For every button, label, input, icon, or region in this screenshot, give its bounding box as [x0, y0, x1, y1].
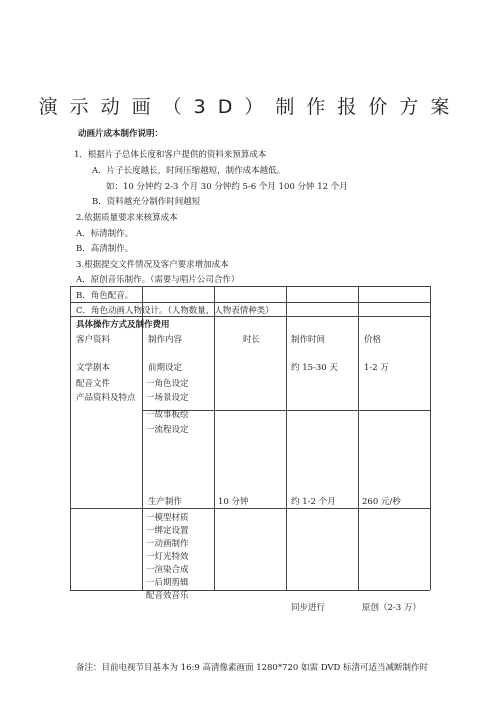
table-cell: 一灯光特效	[146, 552, 189, 562]
table-border	[70, 286, 430, 287]
table-cell: 10 分钟	[218, 497, 249, 507]
page-title: 演示动画（3D）制作报价方案	[38, 96, 462, 118]
table-border	[70, 316, 430, 317]
table-cell: 一后期剪辑	[146, 578, 189, 588]
table-header: 制作时间	[291, 335, 326, 345]
table-cell: 生产制作	[148, 497, 183, 507]
intro-line: A．片子长度越长，时间压缩越短，制作成本越低。	[92, 166, 286, 176]
table-header: 制作内容	[148, 335, 183, 345]
table-cell: 原创（2-3 万）	[362, 603, 421, 613]
table-cell: 一模型材质	[146, 513, 189, 523]
intro-line: 2.依据质量要求来核算成本	[76, 213, 178, 223]
footnote: 备注：目前电视节目基本为 16:9 高清像素画面 1280*720 如需 DVD 标清可适当减断制作时	[76, 663, 429, 673]
table-cell: 产品资料及特点	[76, 393, 136, 403]
table-cell: 配音文件	[76, 379, 111, 389]
table-border	[70, 508, 430, 509]
table-border	[70, 286, 71, 590]
table-header: 价格	[364, 335, 382, 345]
table-header: 时长	[243, 335, 261, 345]
table-cell: 前期设定	[148, 363, 183, 373]
table-cell: 一角色设定	[146, 379, 189, 389]
intro-line: 3.根据提交文件情况及客户要求增加成本	[76, 260, 229, 270]
table-cell: 一流程设定	[146, 425, 189, 435]
table-cell: 一渲染合成	[146, 565, 189, 575]
intro-line: C．角色动画人物设计。（人物数量，人物表情种类）	[76, 306, 274, 316]
table-border	[286, 286, 287, 590]
table-cell: 约 1-2 个月	[291, 497, 336, 507]
intro-line: B．高清制作。	[76, 244, 134, 254]
table-cell: 一场景设定	[146, 393, 189, 403]
table-cell: 配音效音乐	[146, 591, 189, 601]
table-border	[70, 590, 430, 591]
section-heading: 具体操作方式及制作费用	[76, 320, 170, 330]
intro-line: A．原创音乐制作。（需要与唱片公司合作）	[76, 275, 240, 285]
intro-line: B．资料越充分制作时间越短	[92, 197, 201, 207]
intro-line: B．角色配音。	[76, 291, 134, 301]
table-border	[214, 286, 215, 590]
table-border	[430, 286, 431, 590]
table-cell: 文学剧本	[76, 363, 111, 373]
section-heading: 动画片成本制作说明：	[78, 129, 164, 139]
table-cell: 同步进行	[291, 603, 326, 613]
intro-line: 如：10 分钟约 2-3 个月 30 分钟约 5-6 个月 100 分钟 12 个月	[106, 182, 348, 192]
table-header: 客户资料	[76, 335, 111, 345]
table-border	[358, 286, 359, 590]
table-cell: 1-2 万	[364, 363, 389, 373]
intro-line: 1．根据片子总体长度和客户提供的资料来预算成本	[74, 150, 267, 160]
table-border	[142, 286, 143, 590]
table-cell: 一绑定设置	[146, 526, 189, 536]
table-border	[70, 302, 430, 303]
table-cell: 约 15-30 天	[291, 363, 338, 373]
table-cell: 一故事板绘	[146, 410, 189, 420]
table-cell: 一动画制作	[146, 539, 189, 549]
table-cell: 260 元/秒	[362, 497, 401, 507]
intro-line: A．标清制作。	[76, 229, 134, 239]
